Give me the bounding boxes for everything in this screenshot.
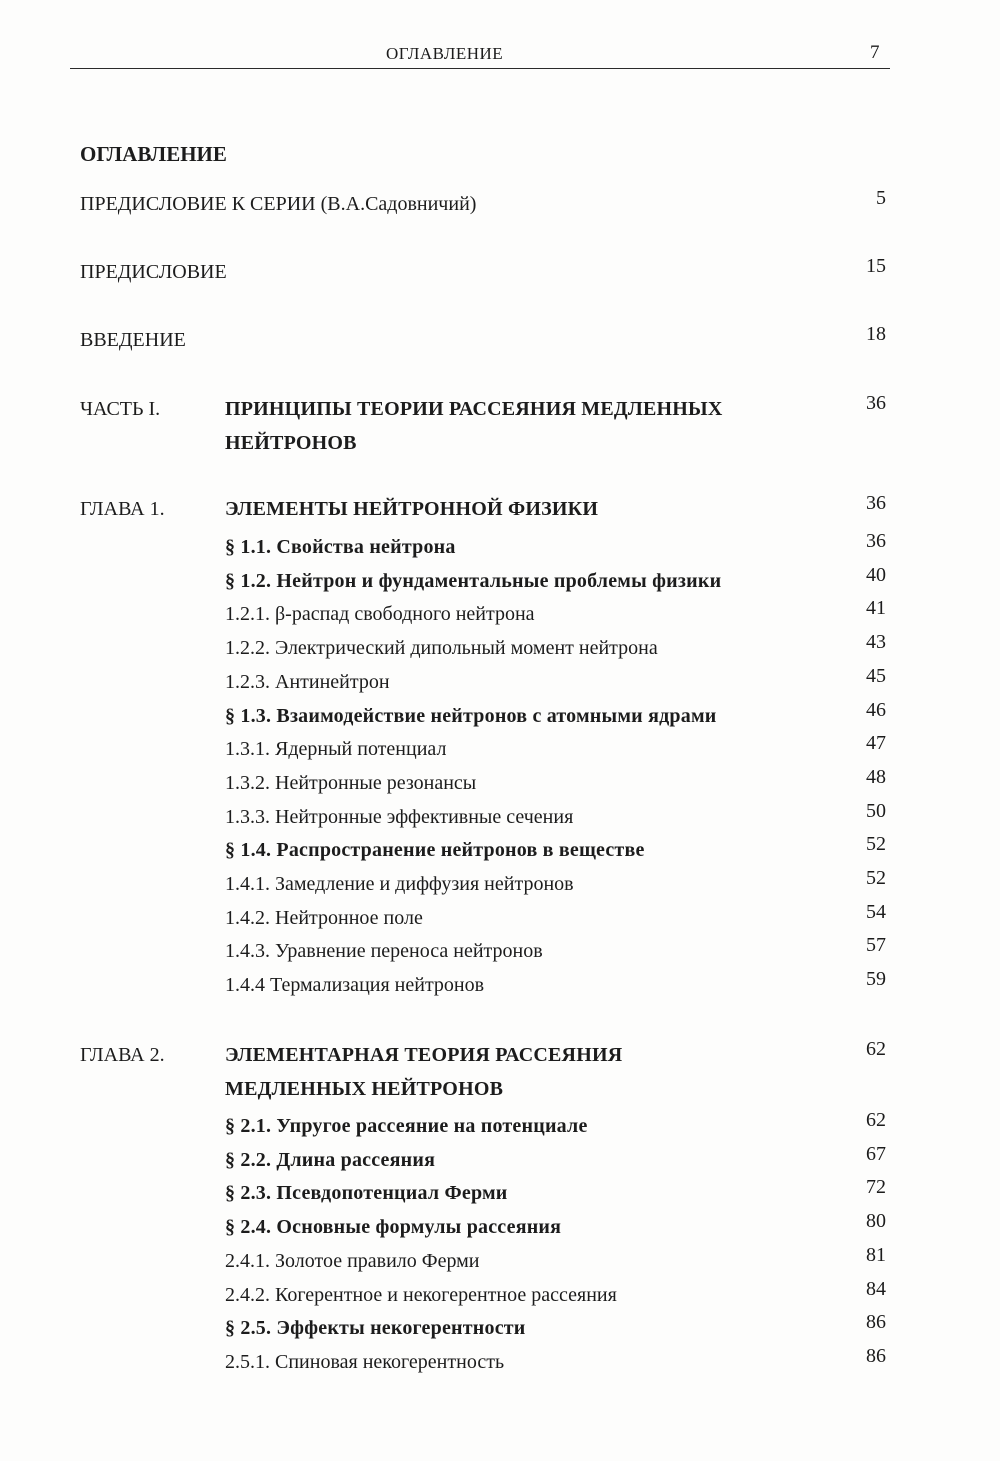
toc-entry-text: ВВЕДЕНИЕ (80, 329, 186, 351)
chapter-title-line1: ЭЛЕМЕНТАРНАЯ ТЕОРИЯ РАССЕЯНИЯ (225, 1044, 623, 1066)
running-title: ОГЛАВЛЕНИЕ (386, 44, 504, 63)
toc-entry-page: 46 (866, 698, 886, 721)
toc-part-1 (0, 392, 1000, 428)
toc-chapter-2 (0, 1038, 1000, 1074)
toc-entry-page: 80 (866, 1210, 886, 1233)
toc-entry-page: 67 (866, 1142, 886, 1165)
toc-entry-page: 52 (866, 867, 886, 889)
toc-entry-page: 40 (866, 563, 886, 586)
toc-entry (0, 799, 1000, 836)
page-number: 7 (870, 42, 880, 63)
toc-entry (0, 765, 1000, 802)
toc-entry (0, 934, 1000, 970)
chapter-title-line2: МЕДЛЕННЫХ НЕЙТРОНОВ (225, 1078, 504, 1100)
chapter-label: ГЛАВА 2. (80, 1044, 165, 1066)
section-title: § 1.2. Нейтрон и фундаментальные проблемы физики (225, 569, 722, 592)
toc-entry (0, 664, 1000, 701)
toc-entry (0, 968, 1000, 1004)
chapter-label: ГЛАВА 1. (80, 498, 165, 520)
toc-entry-page: 86 (866, 1311, 886, 1334)
toc-entry-page: 54 (866, 900, 886, 923)
subsection-title: 2.4.1. Золотое правило Ферми (225, 1249, 480, 1272)
subsection-title: 1.4.1. Замедление и диффузия нейтронов (225, 873, 574, 895)
subsection-title: 1.2.3. Антинейтрон (225, 670, 390, 693)
toc-entry (0, 1311, 1000, 1347)
toc-entry-series-preface (0, 187, 1000, 223)
toc-entry-page: 59 (866, 968, 886, 991)
toc-entry-page: 45 (866, 664, 886, 687)
toc-entry-page: 36 (866, 492, 886, 514)
part-title-line1: ПРИНЦИПЫ ТЕОРИИ РАССЕЯНИЯ МЕДЛЕННЫХ (225, 398, 723, 420)
toc-entry-page: 47 (866, 732, 886, 755)
toc-entry (0, 833, 1000, 869)
toc-entry (0, 631, 1000, 667)
toc-entry (0, 530, 1000, 566)
toc-entry (0, 1344, 1000, 1381)
toc-entry-page: 81 (866, 1243, 886, 1266)
toc-entry-page: 48 (866, 765, 886, 788)
toc-entry-page: 15 (866, 255, 886, 277)
toc-entry-preface (0, 255, 1000, 291)
toc-entry (0, 1176, 1000, 1212)
section-title: § 2.3. Псевдопотенциал Ферми (225, 1182, 508, 1205)
toc-entry-page: 62 (866, 1109, 886, 1131)
section-title: § 2.4. Основные формулы рассеяния (225, 1216, 562, 1239)
toc-entry (0, 698, 1000, 735)
part-title-line2: НЕЙТРОНОВ (225, 432, 357, 454)
section-title: § 1.1. Свойства нейтрона (225, 536, 456, 558)
toc-entry-page: 62 (866, 1038, 886, 1060)
subsection-title: 1.4.2. Нейтронное поле (225, 906, 423, 929)
toc-entry-text: ПРЕДИСЛОВИЕ К СЕРИИ (В.А.Садовничий) (80, 193, 477, 215)
toc-entry-page: 86 (866, 1344, 886, 1367)
toc-chapter-1 (0, 492, 1000, 528)
toc-entry-text: ПРЕДИСЛОВИЕ (80, 261, 227, 283)
chapter-title: ЭЛЕМЕНТЫ НЕЙТРОННОЙ ФИЗИКИ (225, 498, 599, 520)
toc-entry (0, 1277, 1000, 1314)
toc-entry-introduction (0, 323, 1000, 359)
toc-title: ОГЛАВЛЕНИЕ (80, 142, 227, 166)
section-title: § 1.4. Распространение нейтронов в веществе (225, 839, 645, 862)
subsection-title: 1.2.1. β-распад свободного нейтрона (225, 603, 535, 626)
toc-entry-page: 36 (866, 530, 886, 552)
toc-entry-page: 43 (866, 631, 886, 654)
toc-entry (0, 1109, 1000, 1145)
section-title: § 2.1. Упругое рассеяние на потенциале (225, 1115, 588, 1137)
section-title: § 1.3. Взаимодействие нейтронов с атомными ядрами (225, 704, 717, 727)
part-label: ЧАСТЬ I. (80, 398, 161, 420)
subsection-title: 1.4.3. Уравнение переноса нейтронов (225, 940, 543, 963)
toc-entry-page: 57 (866, 934, 886, 957)
toc-entry-page: 5 (876, 187, 886, 209)
toc-entry (0, 1142, 1000, 1179)
toc-entry-page: 18 (866, 323, 886, 345)
toc-entry-page: 72 (866, 1176, 886, 1199)
toc-entry-page: 41 (866, 597, 886, 620)
toc-entry (0, 1243, 1000, 1280)
toc-entry (0, 867, 1000, 903)
toc-entry-page: 84 (866, 1277, 886, 1300)
subsection-title: 1.3.3. Нейтронные эффективные сечения (225, 805, 574, 828)
subsection-title: 1.4.4 Термализация нейтронов (225, 974, 485, 997)
section-title: § 2.5. Эффекты некогерентности (225, 1317, 526, 1340)
subsection-title: 1.2.2. Электрический дипольный момент нейтрона (225, 637, 658, 660)
toc-entry (0, 563, 1000, 600)
toc-entry (0, 732, 1000, 768)
toc-entry (0, 1210, 1000, 1246)
header-rule (70, 68, 890, 69)
subsection-title: 1.3.1. Ядерный потенциал (225, 738, 447, 761)
subsection-title: 2.5.1. Спиновая некогерентность (225, 1350, 505, 1373)
toc-entry (0, 900, 1000, 937)
section-title: § 2.2. Длина рассеяния (225, 1148, 436, 1171)
toc-entry-page: 36 (866, 392, 886, 414)
toc-entry-page: 52 (866, 833, 886, 856)
toc-entry-page: 50 (866, 799, 886, 822)
subsection-title: 1.3.2. Нейтронные резонансы (225, 771, 477, 794)
subsection-title: 2.4.2. Когерентное и некогерентное рассеяния (225, 1283, 617, 1306)
toc-entry (0, 597, 1000, 633)
